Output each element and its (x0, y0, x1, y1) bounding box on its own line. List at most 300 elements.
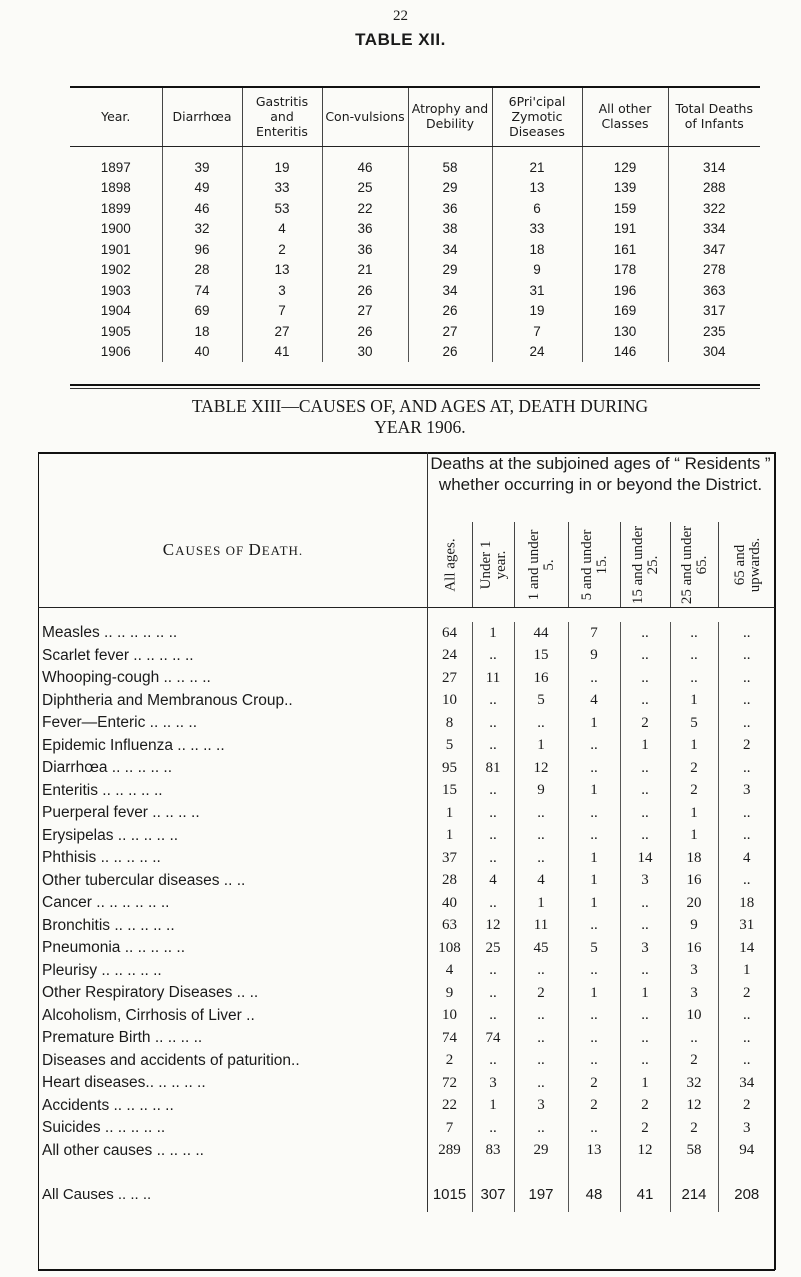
table-cell: 1 (472, 622, 514, 645)
table-cell: .. (568, 1117, 620, 1140)
table-cell: 1 (670, 825, 718, 848)
table-cell-empty (568, 1162, 620, 1176)
table-cell: 28 (427, 870, 472, 893)
table-cell: 169 (582, 301, 668, 322)
table-cell-empty (670, 1162, 718, 1176)
table-cell: 6 (492, 198, 582, 219)
table-cell: .. (568, 757, 620, 780)
table-cell: 1899 (100, 200, 131, 216)
table-cell: 27 (242, 321, 322, 342)
table-cell: 31 (718, 915, 775, 938)
table-cell: 278 (668, 260, 760, 281)
table-cell: 1 (670, 690, 718, 713)
table-12-header: Con-vulsions (322, 88, 408, 147)
table-cell: 64 (427, 622, 472, 645)
table-cell: 1 (427, 825, 472, 848)
table-cell: .. (620, 825, 670, 848)
table-cell: 26 (322, 321, 408, 342)
table-cell: 29 (514, 1140, 568, 1163)
table-cell: 63 (427, 915, 472, 938)
table-cell: 191 (582, 219, 668, 240)
table-cell: 14 (620, 847, 670, 870)
table-cell: .. (670, 645, 718, 668)
cause-name: Fever—Enteric .. .. .. .. (42, 714, 198, 732)
table-cell: 30 (322, 342, 408, 363)
table-spacer (38, 452, 775, 622)
table-cell: 9 (514, 780, 568, 803)
table-cell: 3 (242, 280, 322, 301)
table-cell: 3 (670, 982, 718, 1005)
table-cell: 13 (492, 178, 582, 199)
table-cell: .. (718, 645, 775, 668)
table-cell: 4 (242, 219, 322, 240)
table-row (38, 915, 775, 938)
table-row (38, 1072, 775, 1095)
table-12-bottom-rule-thin (70, 388, 760, 389)
table-cell: .. (620, 802, 670, 825)
table-row (38, 1005, 775, 1028)
table-cell-empty (670, 452, 718, 622)
table-cell: .. (514, 1027, 568, 1050)
table-row (38, 1117, 775, 1140)
table-cell: .. (568, 735, 620, 758)
table-cell: .. (472, 960, 514, 983)
table-cell: 69 (162, 301, 242, 322)
table-cell: 1904 (100, 303, 131, 319)
table-cell: 96 (162, 239, 242, 260)
table-cell: 27 (427, 667, 472, 690)
cause-name: Whooping-cough .. .. .. .. (42, 669, 211, 687)
cause-name: Suicides .. .. .. .. .. (42, 1119, 166, 1137)
table-cell: .. (568, 915, 620, 938)
table-cell: .. (514, 712, 568, 735)
table-cell-empty (38, 1162, 427, 1176)
table-12-header: Diarrhœa (162, 88, 242, 147)
cause-name: Erysipelas .. .. .. .. .. (42, 826, 179, 844)
table-row (38, 667, 775, 690)
table-cell: 5 (427, 735, 472, 758)
table-13-title-line-1: TABLE XIII—CAUSES OF, AND AGES AT, DEATH DURING (191, 396, 649, 416)
table-cell: 4 (568, 690, 620, 713)
table-cell-empty (568, 452, 620, 622)
table-row (38, 825, 775, 848)
table-cell: 49 (162, 178, 242, 199)
table-cell: .. (472, 825, 514, 848)
table-cell: 139 (582, 178, 668, 199)
table-cell: 1897 (100, 159, 131, 175)
table-cell: 2 (242, 239, 322, 260)
table-cell: .. (620, 1050, 670, 1073)
table-row (70, 260, 760, 281)
table-cell: 322 (668, 198, 760, 219)
table-cell: 3 (718, 780, 775, 803)
table-cell: 4 (718, 847, 775, 870)
age-header-label: Under 1 year. (478, 540, 509, 589)
table-cell: .. (718, 870, 775, 893)
table-cell: 3 (620, 870, 670, 893)
cause-name: All Causes .. .. .. (42, 1185, 152, 1203)
table-cell: .. (472, 802, 514, 825)
cause-name: Bronchitis .. .. .. .. .. (42, 916, 175, 934)
table-cell: .. (718, 1005, 775, 1028)
causes-heading-c: C (162, 540, 176, 559)
table-cell: 36 (408, 198, 492, 219)
table-cell: 1903 (100, 282, 131, 298)
table-cell: 1 (514, 735, 568, 758)
table-cell: 26 (408, 301, 492, 322)
table-cell: 1901 (100, 241, 131, 257)
table-cell: 7 (427, 1117, 472, 1140)
cause-name: Measles .. .. .. .. .. .. (42, 624, 178, 642)
table-cell: .. (718, 825, 775, 848)
table-cell: 34 (408, 280, 492, 301)
table-cell: .. (620, 915, 670, 938)
table-cell: 334 (668, 219, 760, 240)
table-row (70, 239, 760, 260)
table-cell: 1 (472, 1095, 514, 1118)
table-cell: 20 (670, 892, 718, 915)
cause-name: Diarrhœa .. .. .. .. .. (42, 759, 173, 777)
table-cell: 74 (472, 1027, 514, 1050)
table-cell: 130 (582, 321, 668, 342)
table-cell: 12 (620, 1140, 670, 1163)
table-cell: 11 (472, 667, 514, 690)
table-cell: 12 (670, 1095, 718, 1118)
table-cell-empty (718, 1162, 775, 1176)
table-cell: 19 (492, 301, 582, 322)
table-cell: 146 (582, 342, 668, 363)
table-cell: 26 (322, 280, 408, 301)
table-cell: 28 (162, 260, 242, 281)
table-row (38, 870, 775, 893)
table-cell: .. (514, 1005, 568, 1028)
table-cell: 36 (322, 219, 408, 240)
table-cell: 2 (670, 757, 718, 780)
table-cell-empty (427, 1162, 472, 1176)
table-cell: 27 (322, 301, 408, 322)
table-row (70, 321, 760, 342)
table-cell: 1 (568, 780, 620, 803)
totals-row (38, 1176, 775, 1212)
table-cell: 314 (668, 147, 760, 178)
table-cell: .. (472, 982, 514, 1005)
table-cell: .. (472, 847, 514, 870)
table-cell: 58 (670, 1140, 718, 1163)
table-cell: 94 (718, 1140, 775, 1163)
table-cell: .. (472, 690, 514, 713)
cause-name: Cancer .. .. .. .. .. .. (42, 894, 170, 912)
table-row (38, 892, 775, 915)
table-cell: 16 (670, 870, 718, 893)
table-cell: 5 (670, 712, 718, 735)
table-cell: 235 (668, 321, 760, 342)
table-12-title: TABLE XII. (355, 30, 446, 49)
table-cell: 3 (620, 937, 670, 960)
table-row (38, 1095, 775, 1118)
table-cell-empty (514, 1162, 568, 1176)
table-cell: 1 (670, 802, 718, 825)
table-cell: 25 (472, 937, 514, 960)
table-cell: 24 (492, 342, 582, 363)
table-cell: 34 (408, 239, 492, 260)
table-cell: 5 (514, 690, 568, 713)
table-cell-empty (620, 1162, 670, 1176)
table-cell: 18 (492, 239, 582, 260)
table-cell: 2 (620, 1117, 670, 1140)
table-cell: .. (620, 757, 670, 780)
table-cell-empty (620, 452, 670, 622)
table-cell: 1 (620, 982, 670, 1005)
table-cell: 39 (162, 147, 242, 178)
table-cell: .. (514, 825, 568, 848)
table-cell: 1015 (427, 1176, 472, 1212)
table-cell: .. (568, 960, 620, 983)
table-row (38, 960, 775, 983)
table-cell: 8 (427, 712, 472, 735)
cause-name: Alcoholism, Cirrhosis of Liver .. (42, 1006, 255, 1024)
table-cell: 32 (670, 1072, 718, 1095)
table-cell: 307 (472, 1176, 514, 1212)
table-cell: 2 (670, 1117, 718, 1140)
causes-heading-eath: EATH. (261, 543, 304, 558)
table-row (70, 178, 760, 199)
table-12-header: Total Deaths of Infants (668, 88, 760, 147)
table-cell: .. (568, 1027, 620, 1050)
table-cell: 25 (322, 178, 408, 199)
table-cell: 208 (718, 1176, 775, 1212)
table-cell: 1 (718, 960, 775, 983)
table-cell: 12 (514, 757, 568, 780)
cause-name: Epidemic Influenza .. .. .. .. (42, 736, 225, 754)
table-cell: 7 (568, 622, 620, 645)
table-cell: 1898 (100, 180, 131, 196)
table-cell: 2 (427, 1050, 472, 1073)
table-cell: 74 (162, 280, 242, 301)
cause-name: Heart diseases.. .. .. .. .. (42, 1074, 206, 1092)
table-cell: 21 (492, 147, 582, 178)
table-cell: 16 (514, 667, 568, 690)
age-header-label: All ages. (442, 537, 458, 592)
table-cell: 18 (670, 847, 718, 870)
table-cell-empty (472, 1162, 514, 1176)
table-cell: 10 (427, 1005, 472, 1028)
table-cell: 159 (582, 198, 668, 219)
table-row (38, 645, 775, 668)
table-cell: 45 (514, 937, 568, 960)
table-cell: .. (718, 802, 775, 825)
table-cell: 1 (568, 982, 620, 1005)
table-12-header: All other Classes (582, 88, 668, 147)
table-cell: 7 (242, 301, 322, 322)
table-cell: .. (718, 757, 775, 780)
table-cell: 1905 (100, 323, 131, 339)
table-cell: 1 (620, 735, 670, 758)
table-cell: 29 (408, 260, 492, 281)
table-cell: .. (620, 1005, 670, 1028)
table-row (38, 735, 775, 758)
table-cell: 197 (514, 1176, 568, 1212)
table-cell: 129 (582, 147, 668, 178)
table-cell: 31 (492, 280, 582, 301)
table-cell: 24 (427, 645, 472, 668)
table-cell: 2 (568, 1095, 620, 1118)
table-cell: 41 (620, 1176, 670, 1212)
table-13-frame-bottom (38, 1269, 775, 1271)
table-cell: .. (514, 1072, 568, 1095)
table-cell: 4 (514, 870, 568, 893)
table-cell: 29 (408, 178, 492, 199)
table-cell: 72 (427, 1072, 472, 1095)
table-cell: .. (472, 892, 514, 915)
table-row (38, 937, 775, 960)
table-cell: 95 (427, 757, 472, 780)
table-cell: 15 (427, 780, 472, 803)
table-13-title (60, 396, 780, 438)
table-cell: 9 (492, 260, 582, 281)
table-cell: 3 (718, 1117, 775, 1140)
table-cell: .. (472, 712, 514, 735)
table-12-header: 6Pri'cipal Zymotic Diseases (492, 88, 582, 147)
table-row (38, 982, 775, 1005)
table-cell: 2 (514, 982, 568, 1005)
table-cell: .. (568, 667, 620, 690)
table-row (38, 1050, 775, 1073)
table-cell: 15 (514, 645, 568, 668)
cause-name: Other Respiratory Diseases .. .. (42, 984, 259, 1002)
table-cell: 40 (162, 342, 242, 363)
table-row (70, 198, 760, 219)
table-cell: 74 (427, 1027, 472, 1050)
table-12-bottom-rule (70, 384, 760, 386)
table-row (38, 847, 775, 870)
table-cell: 108 (427, 937, 472, 960)
table-cell: 9 (427, 982, 472, 1005)
table-cell: 46 (322, 147, 408, 178)
table-cell-empty (427, 452, 472, 622)
cause-name: Other tubercular diseases .. .. (42, 871, 246, 889)
table-cell: .. (514, 1117, 568, 1140)
table-cell: 1 (568, 712, 620, 735)
table-cell: 2 (718, 982, 775, 1005)
table-cell-empty (472, 452, 514, 622)
table-cell: .. (670, 667, 718, 690)
table-cell: 2 (670, 1050, 718, 1073)
table-cell: 2 (718, 735, 775, 758)
table-cell: 18 (162, 321, 242, 342)
table-cell: 40 (427, 892, 472, 915)
table-cell: .. (568, 825, 620, 848)
table-cell: 1 (514, 892, 568, 915)
age-header-label: 5 and under 15. (579, 529, 610, 600)
table-cell: 34 (718, 1072, 775, 1095)
age-header-label: 25 and under 65. (679, 525, 710, 604)
table-cell: 58 (408, 147, 492, 178)
table-cell: 304 (668, 342, 760, 363)
table-cell: 26 (408, 342, 492, 363)
table-cell: .. (472, 1117, 514, 1140)
table-row (38, 622, 775, 645)
table-cell: 161 (582, 239, 668, 260)
table-cell: 46 (162, 198, 242, 219)
cause-name: Diphtheria and Membranous Croup.. (42, 691, 293, 709)
table-cell: .. (568, 1050, 620, 1073)
causes-heading-auses: AUSES OF (175, 543, 249, 558)
table-12 (70, 88, 760, 362)
table-cell: 1902 (100, 262, 131, 278)
table-cell: 21 (322, 260, 408, 281)
table-cell: 5 (568, 937, 620, 960)
table-cell: 288 (668, 178, 760, 199)
table-cell: 1 (568, 870, 620, 893)
table-cell: 37 (427, 847, 472, 870)
table-cell: 1 (568, 847, 620, 870)
page-number: 22 (393, 8, 408, 24)
table-cell: 4 (472, 870, 514, 893)
table-row (38, 712, 775, 735)
table-cell: 48 (568, 1176, 620, 1212)
cause-name: Pneumonia .. .. .. .. .. (42, 939, 186, 957)
table-row (70, 280, 760, 301)
table-cell: 3 (514, 1095, 568, 1118)
table-cell: 18 (718, 892, 775, 915)
table-row (38, 802, 775, 825)
cause-name: All other causes .. .. .. .. (42, 1141, 204, 1159)
age-header-label: 15 and under 25. (630, 525, 661, 604)
table-cell: .. (472, 645, 514, 668)
table-row (70, 147, 760, 178)
cause-name: Puerperal fever .. .. .. .. (42, 804, 200, 822)
table-cell: 16 (670, 937, 718, 960)
table-cell: .. (472, 780, 514, 803)
table-cell: 13 (242, 260, 322, 281)
causes-heading-d: D (248, 540, 262, 559)
table-cell: 22 (322, 198, 408, 219)
table-row (70, 219, 760, 240)
table-cell: 2 (670, 780, 718, 803)
table-12-header: Gastritis and Enteritis (242, 88, 322, 147)
table-cell: .. (568, 1005, 620, 1028)
table-cell: .. (620, 667, 670, 690)
cause-name: Phthisis .. .. .. .. .. (42, 849, 161, 867)
table-cell: .. (514, 847, 568, 870)
table-cell: .. (620, 780, 670, 803)
table-row (38, 1027, 775, 1050)
table-cell: 38 (408, 219, 492, 240)
table-row (38, 690, 775, 713)
table-spacer (38, 1162, 775, 1176)
table-cell: 196 (582, 280, 668, 301)
cause-name: Accidents .. .. .. .. .. (42, 1096, 174, 1114)
table-13-title-line-2: YEAR 1906. (374, 417, 466, 437)
table-cell: 2 (620, 712, 670, 735)
table-cell: 2 (718, 1095, 775, 1118)
table-cell: .. (718, 667, 775, 690)
table-cell: 81 (472, 757, 514, 780)
table-cell: .. (718, 1050, 775, 1073)
table-row (70, 301, 760, 322)
table-12-header: Atrophy and Debility (408, 88, 492, 147)
cause-name: Premature Birth .. .. .. .. (42, 1029, 203, 1047)
table-cell: 10 (670, 1005, 718, 1028)
table-cell: 9 (568, 645, 620, 668)
table-row (38, 757, 775, 780)
table-cell: 27 (408, 321, 492, 342)
table-cell: 14 (718, 937, 775, 960)
table-cell: 1 (568, 892, 620, 915)
cause-name: Scarlet fever .. .. .. .. .. (42, 646, 194, 664)
table-cell: 13 (568, 1140, 620, 1163)
table-cell: .. (718, 622, 775, 645)
